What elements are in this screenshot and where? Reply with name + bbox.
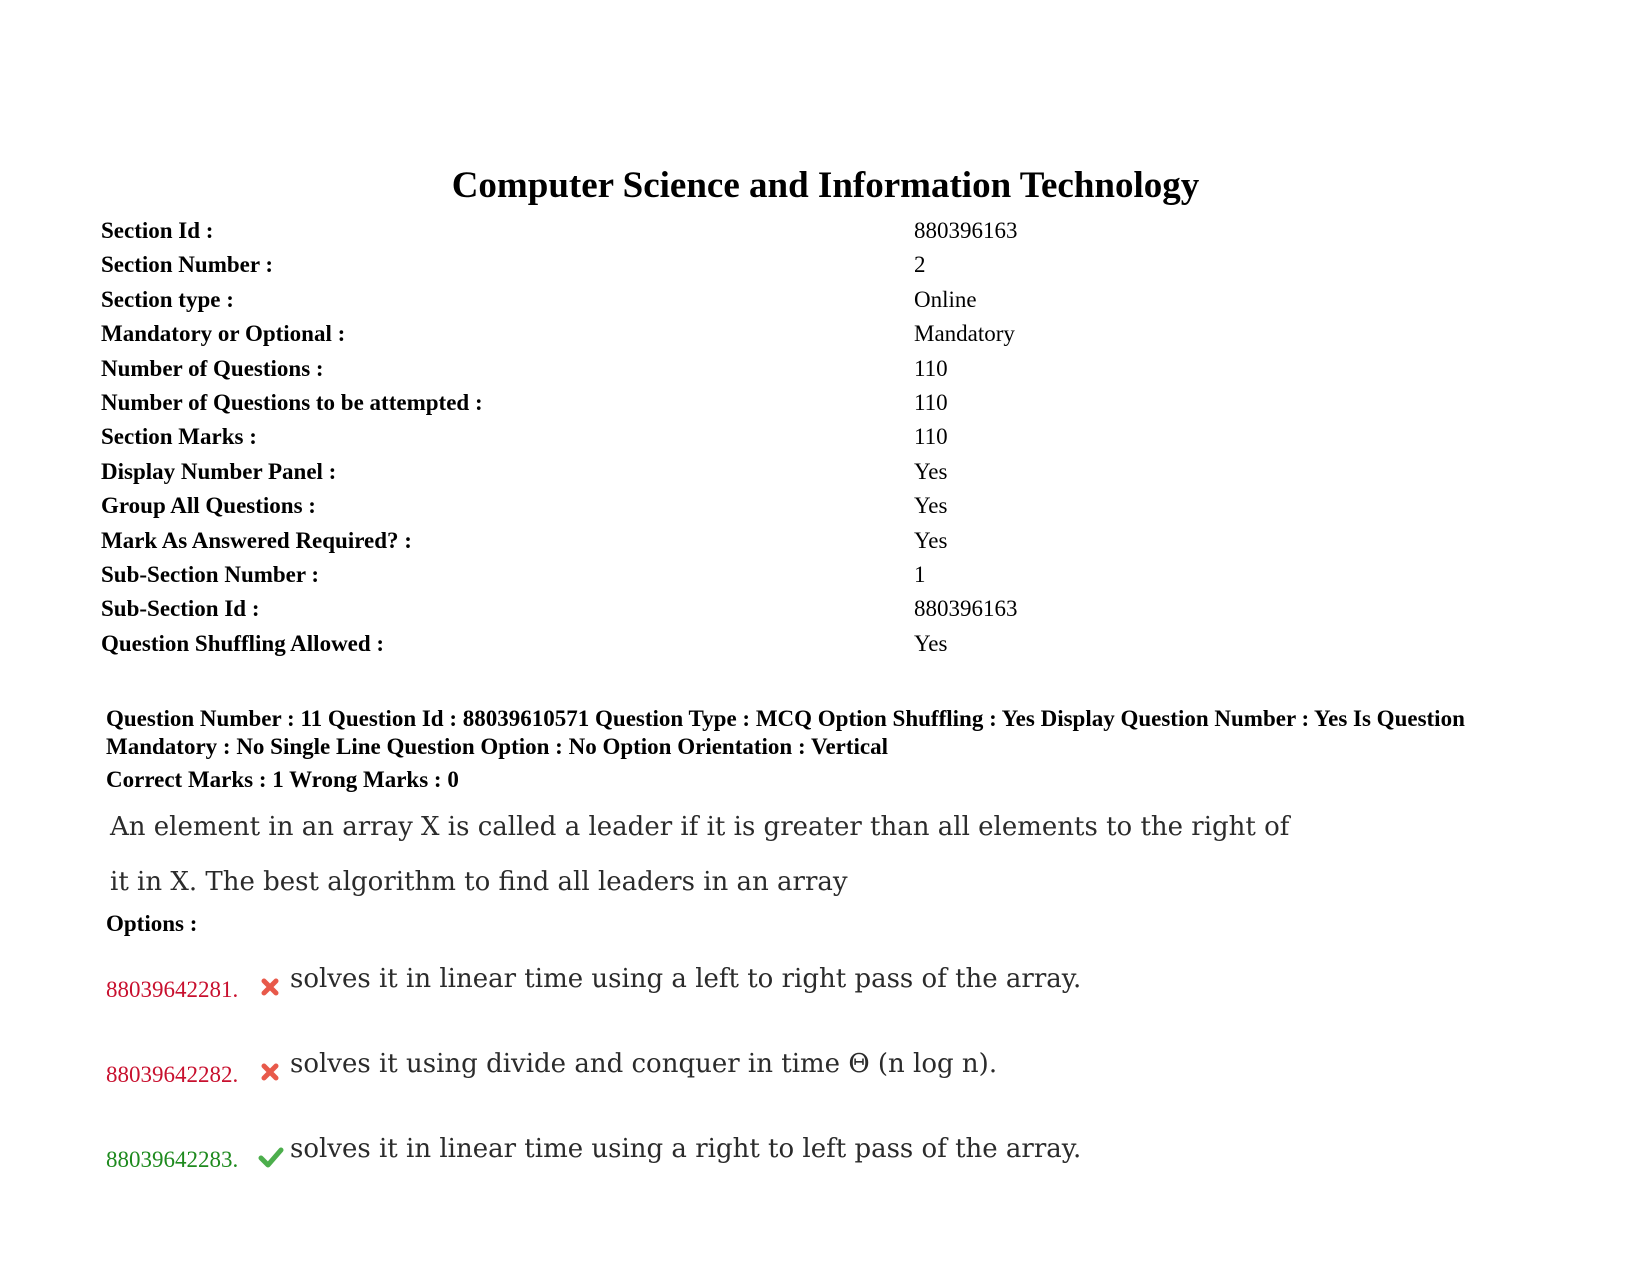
info-label: Display Number Panel : — [101, 458, 337, 484]
option-3 — [106, 1136, 1206, 1176]
info-row — [101, 352, 1301, 386]
info-label: Number of Questions : — [101, 355, 324, 381]
info-row — [101, 592, 1301, 626]
info-label: Section Marks : — [101, 424, 257, 450]
option-2 — [106, 1051, 1206, 1091]
info-label: Section Number : — [101, 252, 274, 278]
info-label: Section type : — [101, 286, 234, 312]
info-row — [101, 489, 1301, 523]
info-value: 110 — [914, 389, 948, 415]
info-row — [101, 420, 1301, 454]
info-row — [101, 214, 1301, 248]
option-text: solves it using divide and conquer in time Θ (n log n). — [290, 1049, 998, 1079]
question-marks: Correct Marks : 1 Wrong Marks : 0 — [106, 767, 459, 792]
info-value: 110 — [914, 424, 948, 450]
info-label: Mandatory or Optional : — [101, 321, 346, 347]
question-text — [110, 800, 1310, 910]
info-value: Yes — [914, 493, 948, 519]
info-row — [101, 455, 1301, 489]
info-row — [101, 558, 1301, 592]
info-label: Section Id : — [101, 218, 214, 243]
info-value: 2 — [914, 252, 926, 278]
info-label: Sub-Section Id : — [101, 596, 260, 622]
option-id: 88039642281. — [106, 977, 239, 1002]
info-row — [101, 627, 1301, 661]
info-value: Yes — [914, 458, 948, 484]
question-header: Question Number : 11 Question Id : 88039610571 Question Type : MCQ Option Shuffling : Yes Display Question Number : Yes Is Question Mandatory : No Single Line Question Option : No Option Orientation : Vertical — [106, 706, 1465, 759]
info-value: 880396163 — [914, 218, 1018, 243]
option-id: 88039642283. — [106, 1147, 239, 1172]
info-value: Online — [914, 286, 977, 312]
check-icon — [258, 1145, 282, 1169]
option-text: solves it in linear time using a left to right pass of the array. — [290, 964, 1082, 994]
cross-icon — [258, 1060, 282, 1084]
section-info-table — [101, 214, 1301, 661]
info-value: 1 — [914, 561, 926, 587]
option-id: 88039642282. — [106, 1062, 239, 1087]
info-label: Group All Questions : — [101, 493, 316, 519]
option-1 — [106, 966, 1206, 1006]
info-label: Mark As Answered Required? : — [101, 527, 412, 553]
options-label: Options : — [106, 911, 198, 936]
question-text-line: An element in an array X is called a leader if it is greater than all elements to the right of — [110, 812, 1290, 842]
info-row — [101, 283, 1301, 317]
info-value: 880396163 — [914, 596, 1018, 622]
info-row — [101, 524, 1301, 558]
info-value: Yes — [914, 527, 948, 553]
info-label: Number of Questions to be attempted : — [101, 389, 483, 415]
info-label: Sub-Section Number : — [101, 561, 320, 587]
info-row — [101, 317, 1301, 351]
page-title: Computer Science and Information Technology — [451, 165, 1200, 206]
info-row — [101, 386, 1301, 420]
cross-icon — [258, 975, 282, 999]
info-value: 110 — [914, 355, 948, 381]
question-text-line: it in X. The best algorithm to find all leaders in an array — [110, 867, 848, 897]
info-value: Mandatory — [914, 321, 1015, 347]
info-label: Question Shuffling Allowed : — [101, 630, 385, 656]
info-row — [101, 248, 1301, 282]
option-text: solves it in linear time using a right to left pass of the array. — [290, 1134, 1082, 1164]
info-value: Yes — [914, 630, 948, 656]
